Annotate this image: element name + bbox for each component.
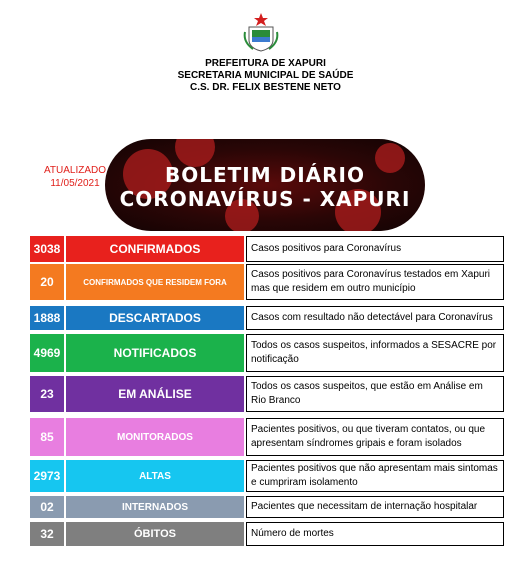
row-label: ALTAS <box>66 460 244 492</box>
row-number: 85 <box>30 418 64 456</box>
header-line-prefeitura: PREFEITURA DE XAPURI <box>205 58 326 69</box>
banner-title-line2: CORONAVÍRUS - XAPURI <box>119 187 411 211</box>
row-monitorados <box>30 418 504 456</box>
row-description: Pacientes que necessitam de internação hospitalar <box>246 496 504 518</box>
row-label: DESCARTADOS <box>66 306 244 330</box>
row-descartados <box>30 306 504 330</box>
row-description: Pacientes positivos, ou que tiveram contatos, ou que apresentam síndromes gripais e foram isolados <box>246 418 504 456</box>
row-number: 1888 <box>30 306 64 330</box>
row-obitos <box>30 522 504 546</box>
row-label: NOTIFICADOS <box>66 334 244 372</box>
row-label: CONFIRMADOS <box>66 236 244 262</box>
row-number: 3038 <box>30 236 64 262</box>
row-internados <box>30 496 504 518</box>
row-em-analise <box>30 376 504 412</box>
header-line-secretaria: SECRETARIA MUNICIPAL DE SAÚDE <box>177 70 354 81</box>
row-description: Todos os casos suspeitos, informados a SESACRE por notificação <box>246 334 504 372</box>
row-description: Número de mortes <box>246 522 504 546</box>
row-confirmados <box>30 236 504 262</box>
bulletin-banner <box>105 139 425 231</box>
row-number: 32 <box>30 522 64 546</box>
row-description: Todos os casos suspeitos, que estão em Análise em Rio Branco <box>246 376 504 412</box>
row-description: Casos com resultado não detectável para Coronavírus <box>246 306 504 330</box>
banner-title-line1: BOLETIM DIÁRIO <box>165 163 365 187</box>
row-number: 4969 <box>30 334 64 372</box>
row-altas <box>30 460 504 492</box>
banner-title <box>105 163 425 211</box>
row-label: CONFIRMADOS QUE RESIDEM FORA <box>66 264 244 300</box>
row-confirmados-residem-fora <box>30 264 504 300</box>
row-number: 2973 <box>30 460 64 492</box>
municipal-emblem-icon <box>243 12 279 52</box>
row-number: 20 <box>30 264 64 300</box>
row-description: Casos positivos para Coronavírus testados em Xapuri mas que residem em outro município <box>246 264 504 300</box>
row-label: EM ANÁLISE <box>66 376 244 412</box>
header-line-cs: C.S. DR. FELIX BESTENE NETO <box>190 82 341 93</box>
row-label: ÓBITOS <box>66 522 244 546</box>
row-notificados <box>30 334 504 372</box>
header <box>0 58 531 94</box>
row-description: Pacientes positivos que não apresentam mais sintomas e cumpriram isolamento <box>246 460 504 492</box>
updated-date: 11/05/2021 <box>50 178 100 189</box>
row-number: 02 <box>30 496 64 518</box>
row-description: Casos positivos para Coronavírus <box>246 236 504 262</box>
row-label: INTERNADOS <box>66 496 244 518</box>
row-label: MONITORADOS <box>66 418 244 456</box>
updated-label: ATUALIZADO <box>43 165 107 176</box>
row-number: 23 <box>30 376 64 412</box>
